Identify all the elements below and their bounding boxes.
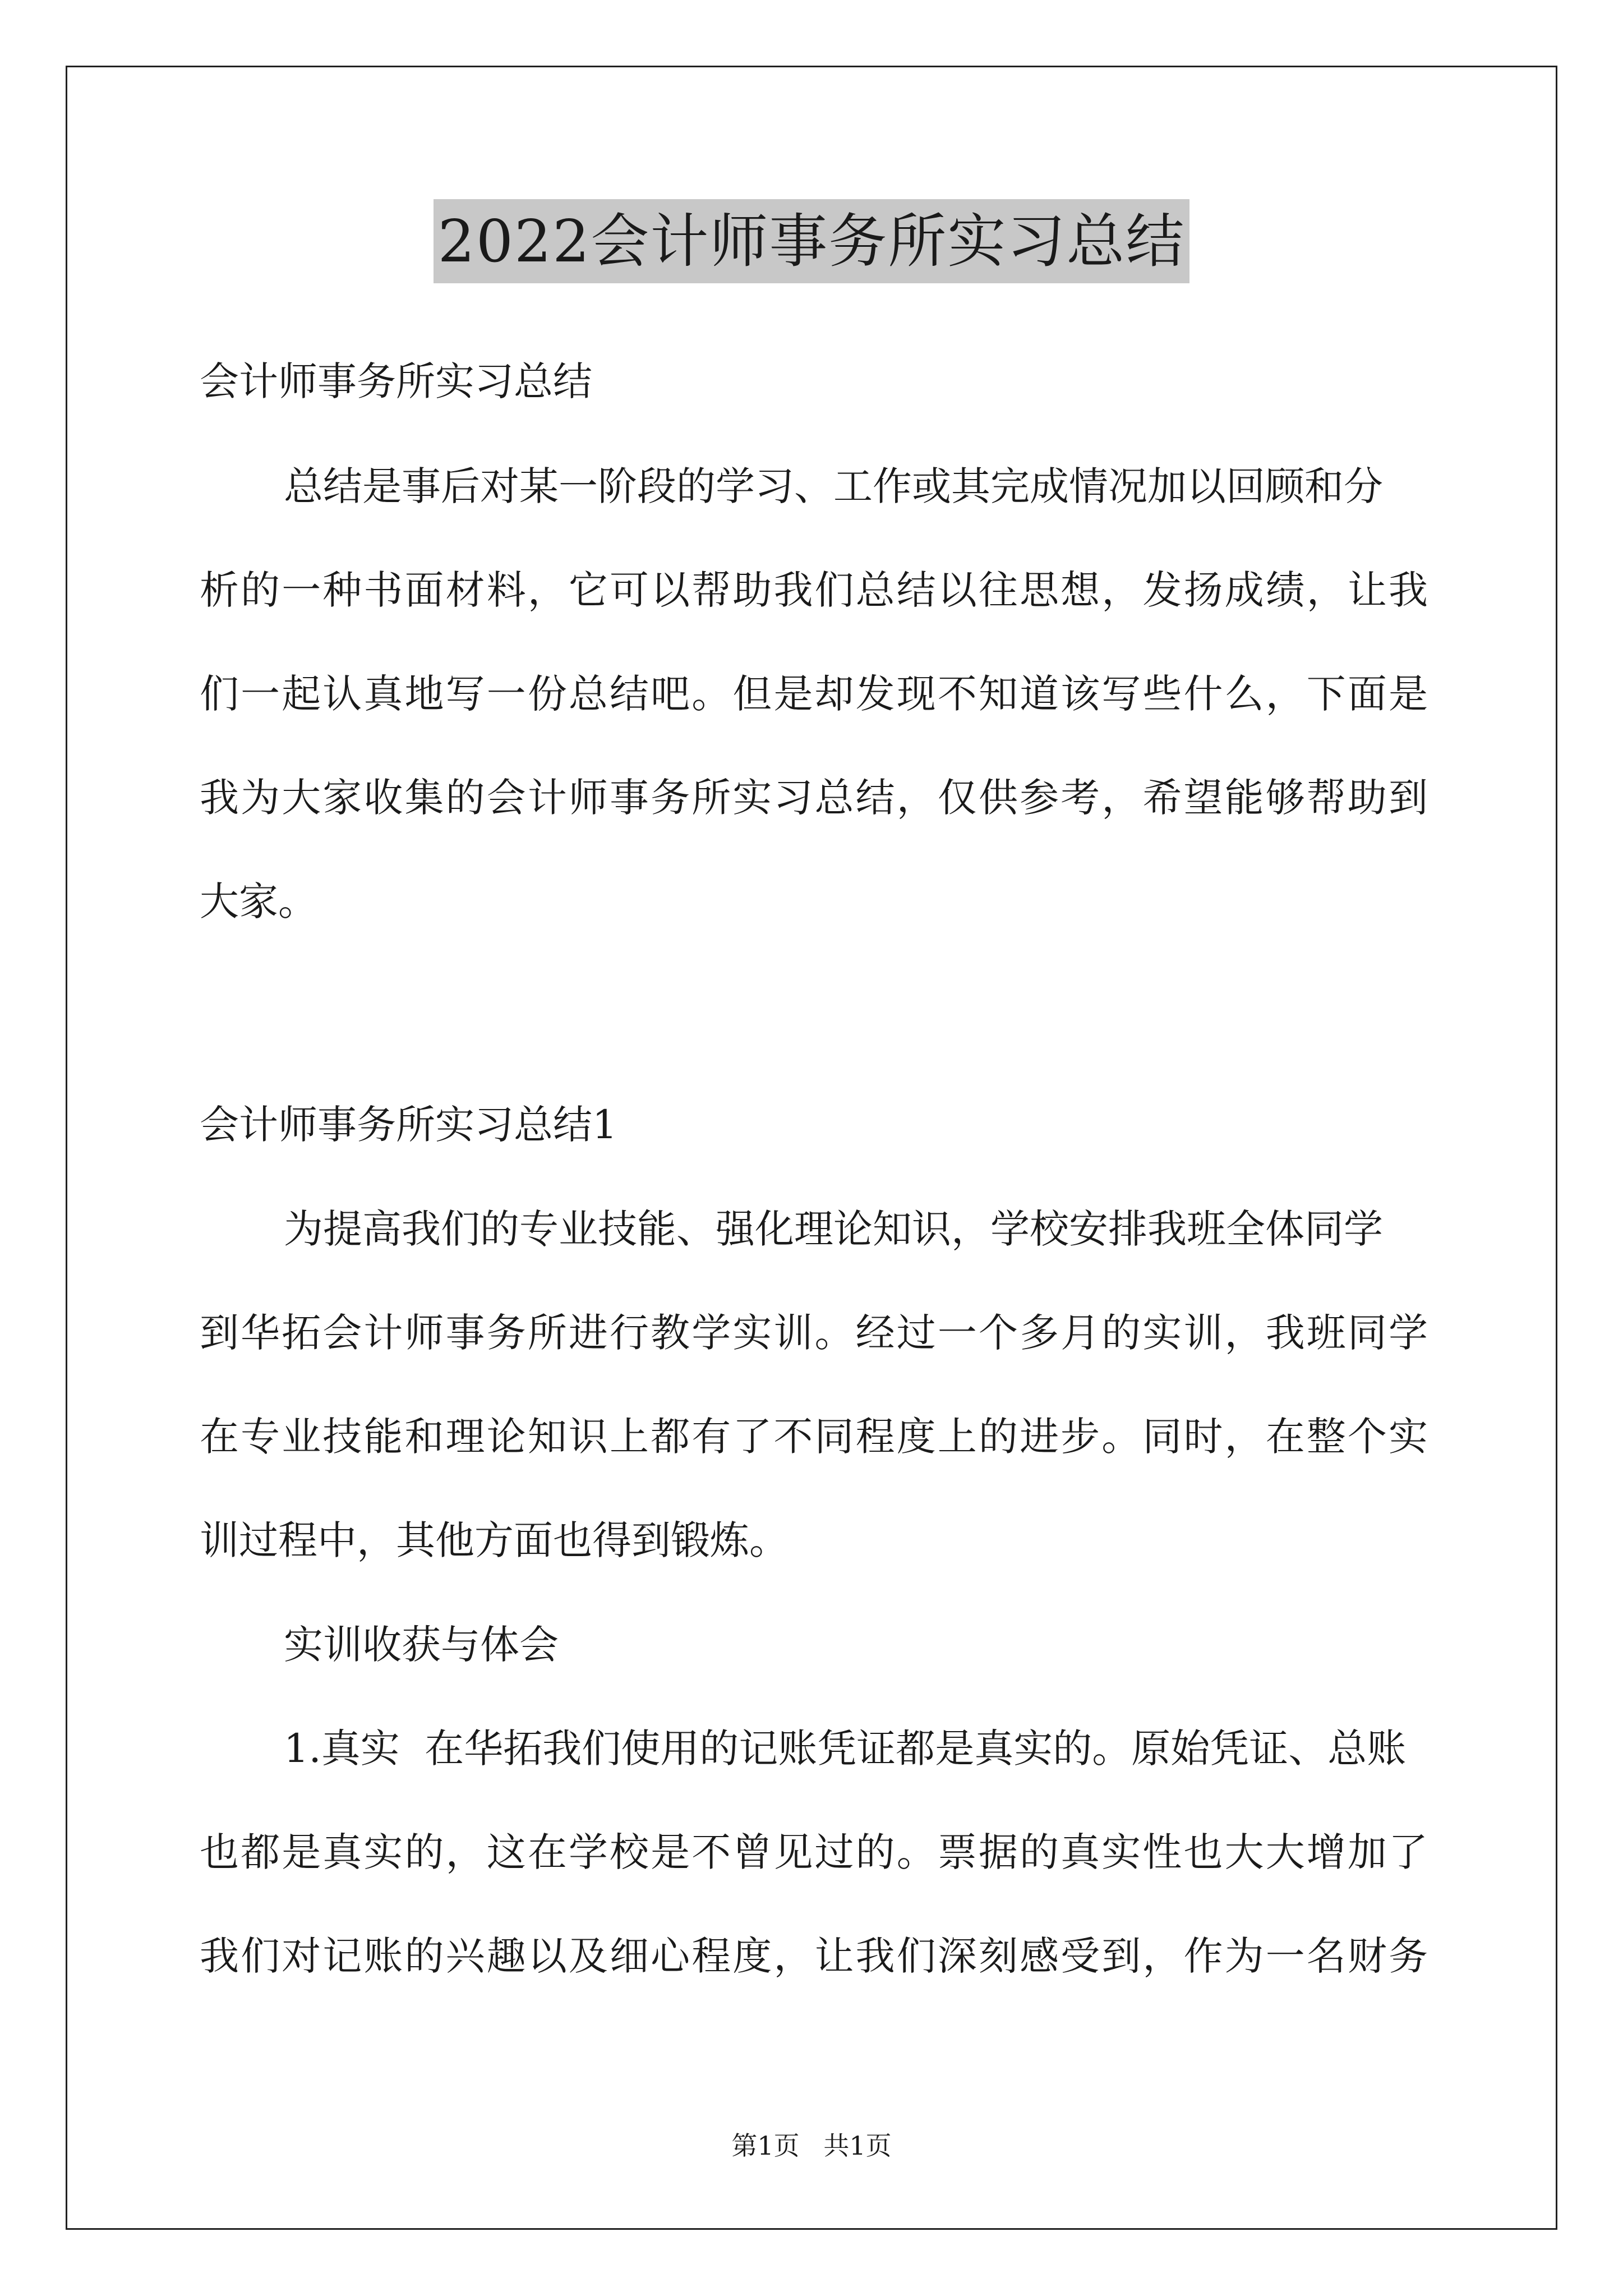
item1-line-3: 我们对记账的兴趣以及细心程度，让我们深刻感受到，作为一名财务 bbox=[200, 1933, 1428, 1979]
title-container bbox=[0, 199, 1623, 283]
intro-paragraph-line-3: 们一起认真地写一份总结吧。但是却发现不知道该写些什么，下面是 bbox=[200, 671, 1428, 717]
section1-paragraph-line-2: 到华拓会计师事务所进行教学实训。经过一个多月的实训，我班同学 bbox=[200, 1310, 1428, 1356]
section-heading-intro: 会计师事务所实习总结 bbox=[200, 358, 592, 404]
intro-paragraph-line-2: 析的一种书面材料，它可以帮助我们总结以往思想，发扬成绩，让我 bbox=[200, 567, 1428, 613]
section1-paragraph-line-1: 为提高我们的专业技能、强化理论知识，学校安排我班全体同学 bbox=[284, 1206, 1383, 1252]
subheading-gains: 实训收获与体会 bbox=[284, 1622, 559, 1668]
item1-line-2: 也都是真实的，这在学校是不曾见过的。票据的真实性也大大增加了 bbox=[200, 1829, 1428, 1875]
page-total: 共1页 bbox=[823, 2131, 892, 2161]
document-title: 2022会计师事务所实习总结 bbox=[434, 199, 1190, 283]
intro-paragraph-line-4: 我为大家收集的会计师事务所实习总结，仅供参考，希望能够帮助到 bbox=[200, 775, 1428, 821]
section1-paragraph-line-4: 训过程中，其他方面也得到锻炼。 bbox=[200, 1517, 789, 1563]
intro-paragraph-line-5: 大家。 bbox=[200, 878, 317, 924]
page-number: 第1页 bbox=[731, 2131, 800, 2161]
intro-paragraph-line-1: 总结是事后对某一阶段的学习、工作或其完成情况加以回顾和分 bbox=[284, 463, 1383, 509]
section1-paragraph-line-3: 在专业技能和理论知识上都有了不同程度上的进步。同时，在整个实 bbox=[200, 1414, 1428, 1460]
section-heading-1: 会计师事务所实习总结1 bbox=[200, 1102, 617, 1148]
item1-line-1: 1.真实 在华拓我们使用的记账凭证都是真实的。原始凭证、总账 bbox=[284, 1726, 1407, 1772]
page-footer bbox=[0, 2129, 1623, 2162]
